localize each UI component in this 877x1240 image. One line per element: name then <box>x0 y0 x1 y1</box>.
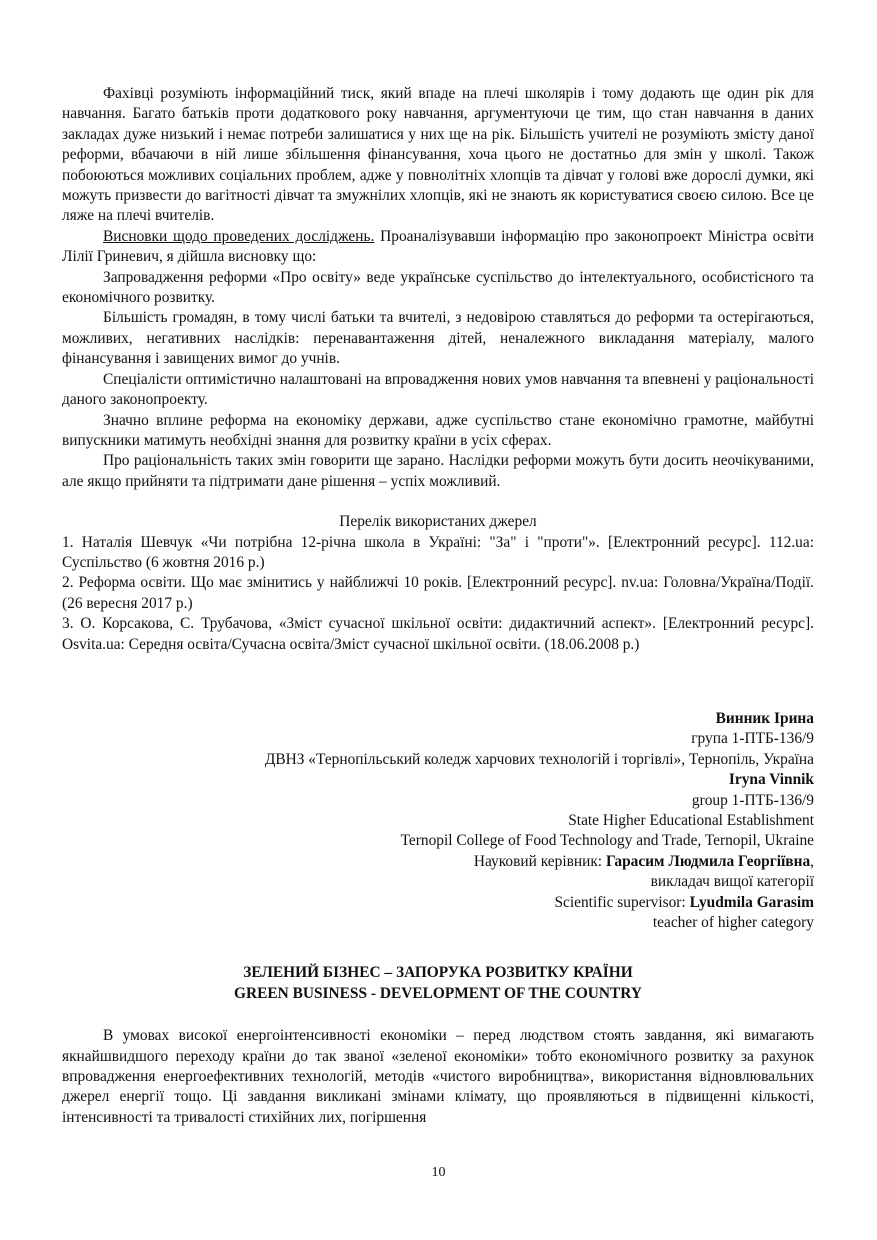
author-block <box>62 709 814 933</box>
supervisor-label-ua: Науковий керівник: <box>473 852 606 870</box>
supervisor-en <box>62 893 814 913</box>
supervisor-title-ua: викладач вищої категорії <box>650 873 814 891</box>
body-paragraph: Більшість громадян, в тому числі батьки та вчителі, з недовірою ставляться до реформи та остерігаються, можливих, негативних наслідків: перенавантаження дітей, неналежного викладання матеріалу, малого фінансування і завищених вимог до учнів. <box>62 309 814 368</box>
reference-item: 2. Реформа освіти. Що має змінитись у найближчі 10 років. [Електронний ресурс]. nv.ua: Головна/Україна/Події. (26 вересня 2017 р.) <box>62 574 814 612</box>
document-page <box>62 84 814 1128</box>
page-number: 10 <box>431 1165 446 1180</box>
conclusions-paragraph <box>62 227 814 268</box>
author-group-en: group 1-ПТБ-136/9 <box>691 791 814 809</box>
body-paragraph: Значно вплине реформа на економіку держави, адже суспільство стане економічно грамотне, майбутні випускники матимуть необхідні знання для розвитку країни в усіх сферах. <box>62 411 814 449</box>
body-paragraph: Фахівці розуміють інформаційний тиск, який впаде на плечі школярів і тому додають ще один рік для навчання. Багато батьків проти додаткового року навчання, аргументуючи це тим, що стан навчання в даних закладах дуже низький і немає потреби залишатися у них ще на рік. Більшість учителі не розуміють змісту даної реформи, вбачаючи в ній лише збільшення фінансування, хоча цього не достатньо для змін у школі. Також побоюються можливих соціальних проблем, адже у повнолітніх хлопців та дівчат у голові вже дорослі думки, які можуть призвести до вагітності дівчат та змужнілих хлопців, які не знають як користуватися своєю силою. Все це ляже на плечі вчителів. <box>62 85 814 225</box>
article-intro: В умовах високої енергоінтенсивності економіки – перед людством стоять завдання, які вимагають якнайшвидшого переходу країни до так званої «зеленої економіки» тобто економічного розвитку за рахунок впровадження енергоефективних технологій, методів «чистого виробництва», використання відновлювальних джерел енергії тощо. Ці завдання викликані змінами клімату, що проявляються в підвищенні кількості, інтенсивності та тривалості стихійних лих, погіршення <box>62 1027 814 1126</box>
author-institution-ua: ДВНЗ «Тернопільський коледж харчових технологій і торгівлі», Тернопіль, Україна <box>264 750 814 768</box>
article-title <box>62 963 814 1004</box>
conclusions-heading: Висновки щодо проведених досліджень. <box>103 227 375 245</box>
reference-item: 3. О. Корсакова, С. Трубачова, «Зміст сучасної шкільної освіти: дидактичний аспект». [Електронний ресурс]. Osvita.ua: Середня освіта/Сучасна освіта/Зміст сучасної шкільної освіти. (18.06.2008 р.) <box>62 615 814 653</box>
body-paragraph: Спеціалісти оптимістично налаштовані на впровадження нових умов навчання та впевнені у раціональності даного законопроекту. <box>62 370 814 409</box>
author-group-ua: група 1-ПТБ-136/9 <box>691 730 814 748</box>
supervisor-name-ua: Гарасим Людмила Георгіївна <box>605 852 811 870</box>
supervisor-ua <box>62 852 814 872</box>
supervisor-comma: , <box>810 852 814 870</box>
references-title: Перелік використаних джерел <box>339 513 537 531</box>
article-title-en: GREEN BUSINESS - DEVELOPMENT OF THE COUNTRY <box>234 984 642 1002</box>
supervisor-label-en: Scientific supervisor: <box>554 893 690 911</box>
author-institution-en-2: Ternopil College of Food Technology and Trade, Ternopil, Ukraine <box>400 832 814 850</box>
article-title-ua: ЗЕЛЕНИЙ БІЗНЕС – ЗАПОРУКА РОЗВИТКУ КРАЇНИ <box>243 964 633 982</box>
supervisor-title-en: teacher of higher category <box>652 914 814 932</box>
supervisor-name-en: Lyudmila Garasim <box>689 893 814 911</box>
author-institution-en-1: State Higher Educational Establishment <box>568 812 814 829</box>
author-name-ua: Винник Ірина <box>715 709 814 727</box>
body-paragraph: Запровадження реформи «Про освіту» веде українське суспільство до інтелектуального, особистісного та економічного розвитку. <box>62 268 814 307</box>
conclusions-text: Проаналізувавши інформацію про законопроект Міністра освіти Лілії Гриневич, я дійшла висновку що: <box>62 227 814 266</box>
reference-item: 1. Наталія Шевчук «Чи потрібна 12-річна школа в Україні: "За" і "проти"». [Електронний ресурс]. 112.ua: Суспільство (6 жовтня 2016 р.) <box>62 533 814 571</box>
body-paragraph: Про раціональність таких змін говорити ще зарано. Наслідки реформи можуть бути досить неочікуваними, але якщо прийняти та підтримати дане рішення – успіх можливий. <box>62 452 814 490</box>
author-name-en: Iryna Vinnik <box>728 771 814 789</box>
